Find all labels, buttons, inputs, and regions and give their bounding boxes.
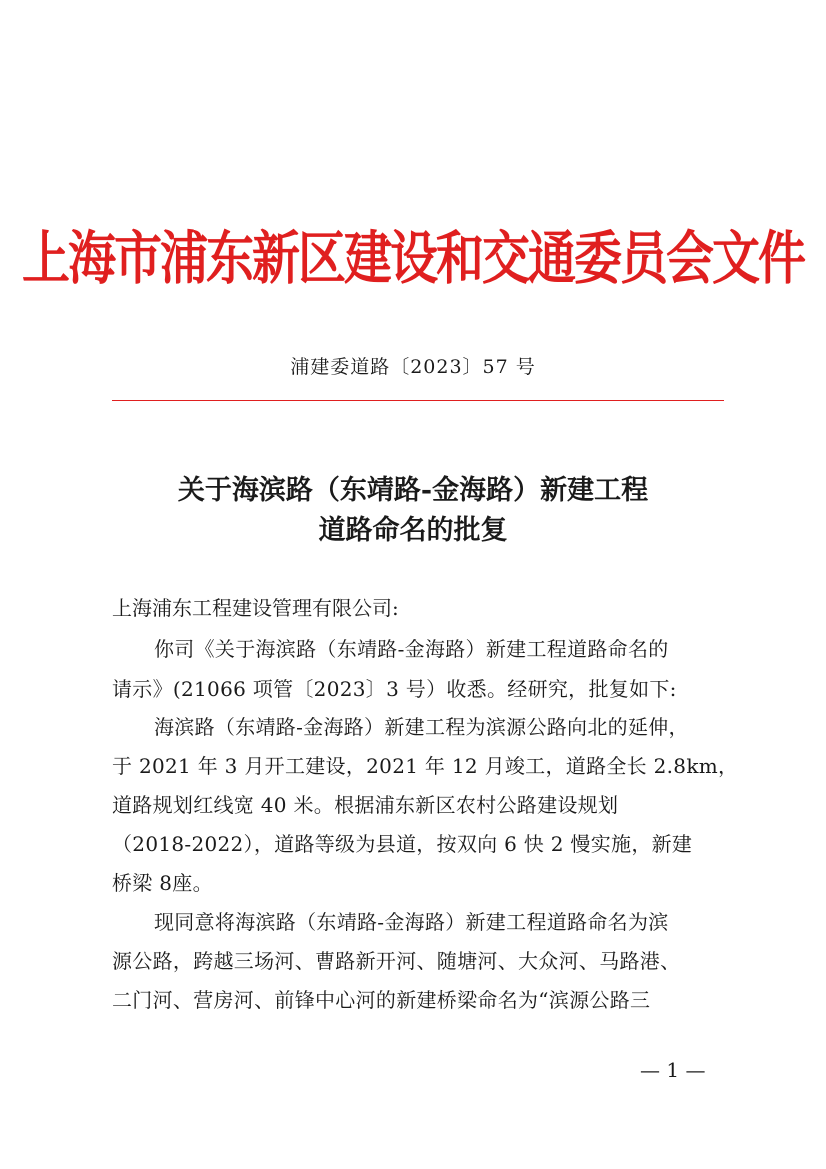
body-line: 道路规划红线宽 40 米。根据浦东新区农村公路建设规划 [112, 793, 619, 817]
red-divider-line [112, 400, 724, 401]
body-line: 你司《关于海滨路（东靖路-金海路）新建工程道路命名的 [154, 637, 669, 661]
page-number: — 1 — [640, 1058, 706, 1082]
body-line: 桥梁 8座。 [112, 871, 213, 895]
issuer-header-title: 上海市浦东新区建设和交通委员会文件 [21, 225, 804, 293]
addressee: 上海浦东工程建设管理有限公司: [112, 596, 399, 620]
body-line: 请示》(21066 项管〔2023〕3 号）收悉。经研究，批复如下: [112, 677, 677, 701]
document-title-line-1: 关于海滨路（东靖路-金海路）新建工程 [177, 475, 649, 506]
body-line: 现同意将海滨路（东靖路-金海路）新建工程道路命名为滨 [154, 910, 669, 934]
body-line: （2018-2022），道路等级为县道，按双向 6 快 2 慢实施，新建 [112, 832, 693, 856]
body-line: 海滨路（东靖路-金海路）新建工程为滨源公路向北的延伸， [154, 715, 689, 739]
body-line: 源公路，跨越三场河、曹路新开河、随塘河、大众河、马路港、 [112, 949, 681, 973]
document-title-line-2: 道路命名的批复 [318, 515, 508, 546]
body-line: 于 2021 年 3 月开工建设，2021 年 12 月竣工，道路全长 2.8km， [112, 754, 739, 778]
document-number: 浦建委道路〔2023〕57 号 [290, 356, 536, 378]
body-line: 二门河、营房河、前锋中心河的新建桥梁命名为“滨源公路三 [112, 988, 651, 1012]
